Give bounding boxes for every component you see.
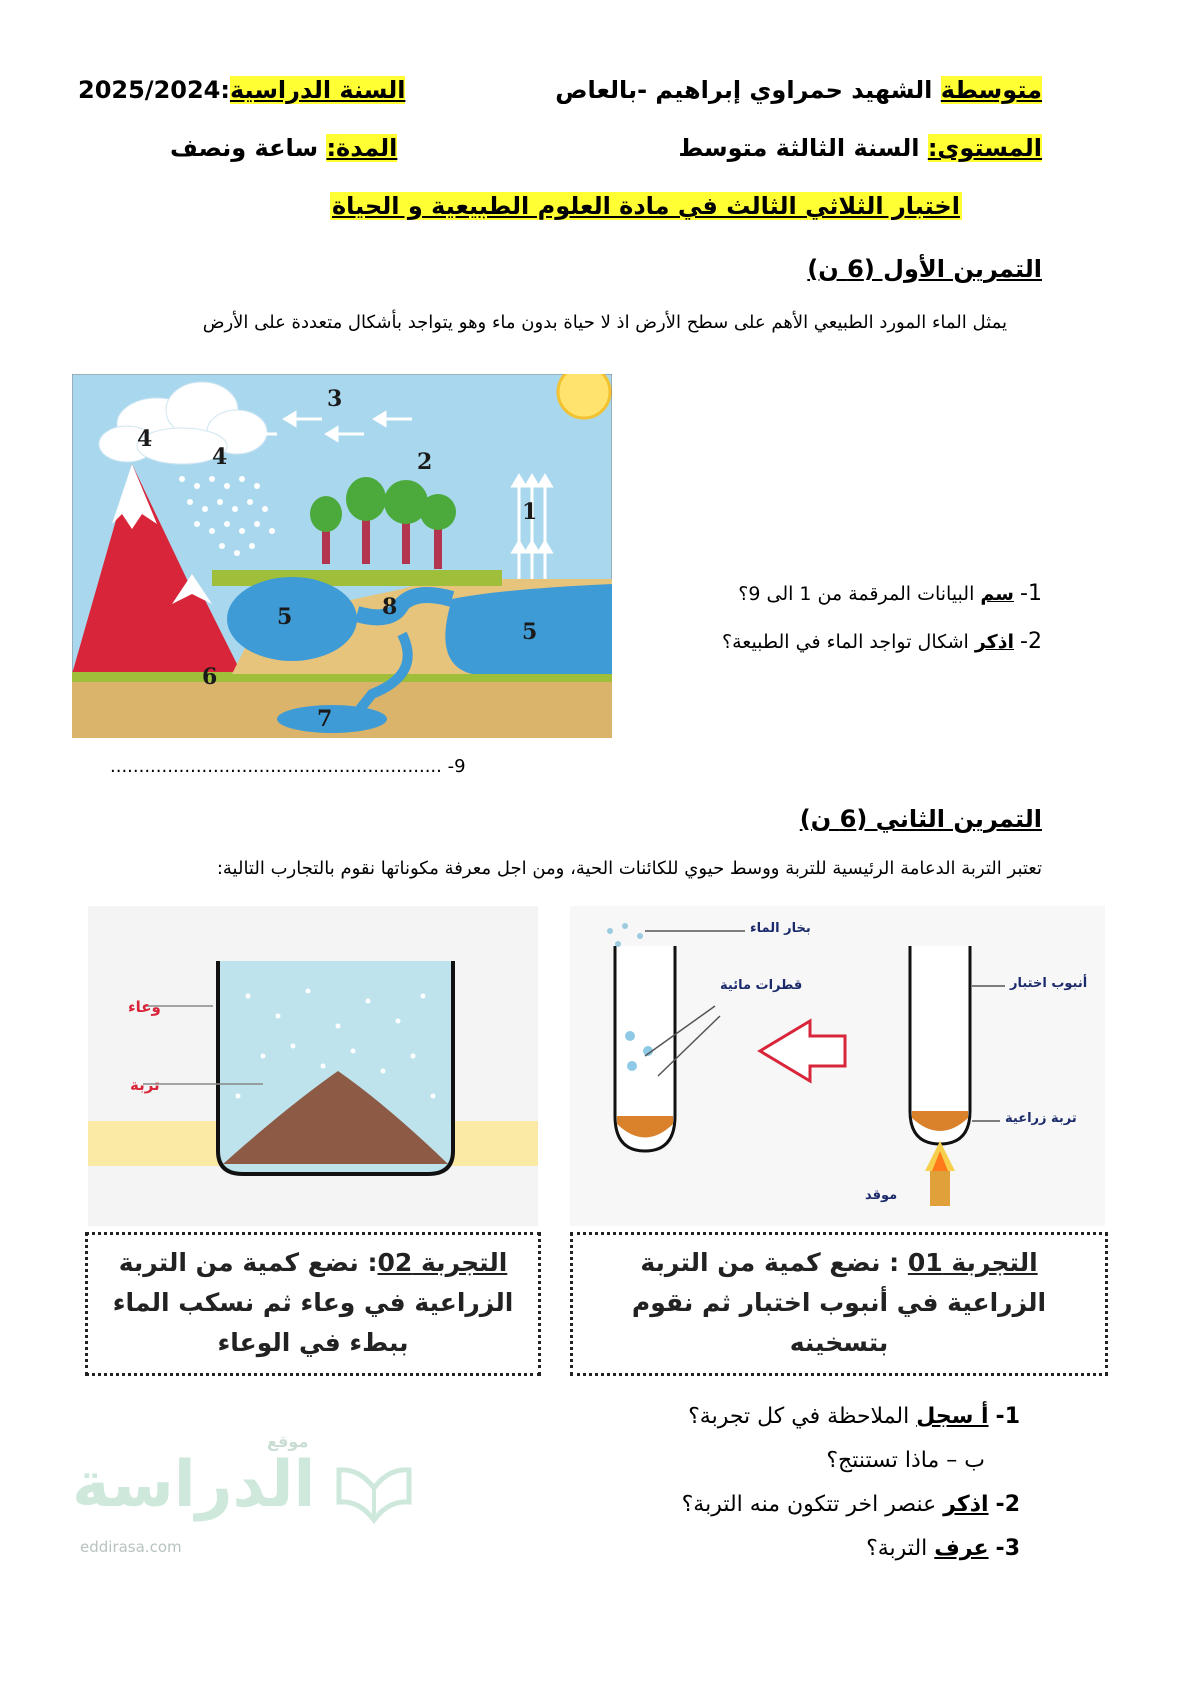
ex1-q1-text: البيانات المرقمة من 1 الى 9؟ [738, 583, 981, 605]
watermark [72, 1432, 432, 1570]
duration-line [170, 134, 397, 162]
exp1-label-tube: أنبوب اختبار [1010, 976, 1088, 991]
year-label: السنة الدراسية [229, 76, 406, 104]
ex2-q1-text: الملاحظة في كل تجربة؟ [688, 1404, 917, 1429]
exercise1-title: التمرين الأول (6 ن) [807, 255, 1042, 283]
exp1-label-burner: موقد [865, 1188, 898, 1203]
fig-num-5a: 5 [277, 604, 293, 630]
exp2-caption-title: التجربة 02 [377, 1248, 508, 1277]
duration-label: المدة: [326, 134, 398, 162]
school-line [555, 76, 1042, 104]
ex1-q2-num: 2- [1020, 629, 1042, 654]
experiment2-panel [88, 906, 538, 1226]
year-line [78, 76, 405, 104]
level-value: السنة الثالثة متوسط [678, 134, 928, 162]
exercise2-title: التمرين الثاني (6 ن) [799, 805, 1042, 833]
exam-title: اختبار الثلاثي الثالث في مادة العلوم الطبيعية و الحياة [332, 192, 960, 220]
level-line [678, 134, 1042, 162]
ex1-question-2 [722, 629, 1042, 654]
ex2-q2-num: 2- [995, 1492, 1020, 1517]
exercise1-intro: يمثل الماء المورد الطبيعي الأهم على سطح الأرض اذ لا حياة بدون ماء وهو يتواجد بأشكال متعددة على الأرض [202, 312, 1007, 333]
fig-num-8: 8 [382, 594, 398, 620]
exp1-caption-text: : نضع كمية من التربة الزراعية في أنبوب اختبار ثم نقوم بتسخينه [631, 1248, 1047, 1357]
exercise2-intro: تعتبر التربة الدعامة الرئيسية للتربة ووسط حيوي للكائنات الحية، ومن اجل معرفة مكوناتها نقوم بالتجارب التالية: [216, 858, 1042, 879]
exp1-caption-title: التجربة 01 [907, 1248, 1038, 1277]
exp1-label-drops: قطرات مائية [720, 978, 803, 993]
experiment1-caption [570, 1232, 1108, 1376]
ex1-q2-text: اشكال تواجد الماء في الطبيعة؟ [722, 631, 975, 653]
ex2-question-1b: ب – ماذا تستنتج؟ [826, 1448, 985, 1473]
exp2-caption-text: : نضع كمية من التربة الزراعية في وعاء ثم نسكب الماء ببطء في الوعاء [112, 1248, 514, 1357]
ex1-q2-verb: اذكر [974, 631, 1014, 653]
fig-num-1: 1 [522, 499, 538, 525]
answer-line-9: 9- .......................................................... [110, 756, 466, 777]
duration-value: ساعة ونصف [170, 134, 327, 162]
fig-num-6: 6 [202, 664, 218, 690]
experiment2-caption [85, 1232, 541, 1376]
exp2-label-soil: تربة [130, 1076, 160, 1094]
watermark-url: eddirasa.com [80, 1538, 182, 1556]
ex2-q3-num: 3- [995, 1536, 1020, 1561]
fig-num-7: 7 [317, 706, 333, 732]
year-value: :2025/2024 [78, 76, 230, 104]
experiment2-drawing [88, 906, 538, 1226]
watermark-small-text: موقع [267, 1432, 309, 1451]
level-label: المستوى: [927, 134, 1042, 162]
ex2-q3-verb: عرف [934, 1536, 989, 1561]
fig-num-4b: 4 [212, 444, 228, 470]
book-icon [334, 1460, 414, 1530]
ex2-q1-num: 1- [995, 1404, 1020, 1429]
ex2-q3-text: التربة؟ [866, 1536, 935, 1561]
ex2-q2-verb: اذكر [943, 1492, 989, 1517]
ex1-question-1 [738, 581, 1042, 606]
ex2-q1-verb: أ سجل [916, 1404, 989, 1429]
experiment1-drawing [570, 906, 1105, 1226]
school-name: الشهيد حمراوي إبراهيم -بالعاص [555, 76, 941, 104]
ex2-question-1a [688, 1404, 1020, 1429]
fig-num-2: 2 [417, 449, 433, 475]
fig-num-4a: 4 [137, 426, 153, 452]
ex1-q1-num: 1- [1020, 581, 1042, 606]
exp2-label-container: وعاء [128, 998, 161, 1016]
ex2-question-2 [682, 1492, 1020, 1517]
watermark-arabic: الدراسة [72, 1448, 316, 1522]
ex2-question-3 [866, 1536, 1020, 1561]
fig-num-3: 3 [327, 386, 343, 412]
exp1-label-vapor: بخار الماء [750, 921, 811, 936]
experiment1-panel [570, 906, 1105, 1226]
water-cycle-figure [72, 374, 612, 738]
exp1-label-soil: تربة زراعية [1005, 1111, 1077, 1126]
school-label: متوسطة [940, 76, 1042, 104]
ex1-q1-verb: سم [980, 583, 1014, 605]
ex2-q2-text: عنصر اخر تتكون منه التربة؟ [681, 1492, 944, 1517]
fig-num-5b: 5 [522, 619, 538, 645]
